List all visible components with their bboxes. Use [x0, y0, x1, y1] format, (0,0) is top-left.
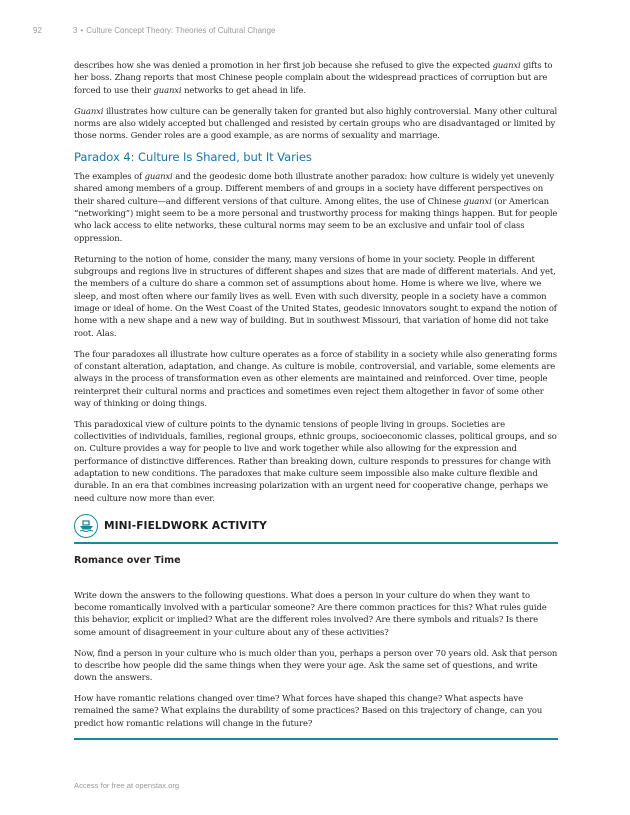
body-paragraph: Returning to the notion of home, consider the many, many versions of home in your society. People in different subgroups and regions live in structures of different shapes and sizes that are made of different materials. And yet, the members of a culture do share a common set of assumptions about home. Home is where we live, where we sleep, and most often where our family lives as well. Even with such diversity, people in a society have a common image or ideal of home. On the West Coast of the United States, geodesic innovators sought to expand the notion of home with a new shape and a new way of building. But in southwest Missouri, that variation of home did not take root. Alas. — [74, 253, 557, 338]
fieldwork-bottom-rule — [74, 738, 558, 740]
chapter-title: Culture Concept Theory: Theories of Cultural Change — [86, 26, 276, 35]
body-paragraph: describes how she was denied a promotion in her first job because she refused to give the expected guanxi gifts to her boss. Zhang reports that most Chinese people complain about the widespread practices of corruption but are forced to use their guanxi networks to get ahead in life. — [74, 60, 553, 95]
fieldwork-banner-title: MINI-FIELDWORK ACTIVITY — [104, 519, 267, 532]
page-number: 92 — [33, 26, 42, 35]
fieldwork-paragraph: How have romantic relations changed over time? What forces have shaped this change? What aspects have remained the same? What explains the durability of some practices? Based on this trajectory of change, can you predict how romantic relations will change in the future? — [74, 693, 543, 728]
body-paragraph: This paradoxical view of culture points to the dynamic tensions of people living in groups. Societies are collectivities of individuals, families, regional groups, ethnic groups, socioeconomic classes, political groups, and so on. Culture provides a way for people to live and work together while also allowing for the expression and performance of distinctive differences. Rather than breaking down, culture responds to pressures for change with adaptation to new conditions. The paradoxes that make culture seem impossible also make culture flexible and durable. In an era that combines increasing polarization with an urgent need for cooperative change, perhaps we need culture now more than ever. — [74, 418, 557, 503]
body-paragraph: The four paradoxes all illustrate how culture operates as a force of stability in a society while also generating forms of constant alteration, adaptation, and change. As culture is mobile, controversial, and variable, some elements are always in the process of transformation even as other elements are maintained and reinforced. Over time, people reinterpret their cultural norms and practices and sometimes even reject them altogether in favor of some other way of thinking or doing things. — [74, 348, 557, 408]
page-content — [74, 59, 558, 740]
activity-title: Romance over Time — [74, 554, 181, 566]
fieldwork-paragraph: Now, find a person in your culture who is much older than you, perhaps a person over 70 years old. Ask that person to describe how people did the same things when they were your age. Ask the same set of questions, and write down the answers. — [74, 647, 558, 683]
body-paragraph: The examples of guanxi and the geodesic dome both illustrate another paradox: how culture is widely yet unevenly shared among members of a group. Different members of and groups in a society have different perspectives on their shared culture—and different versions of that culture. Among elites, the use of Chinese guanxi (or American “networking”) might seem to be a more personal and trustworthy process for making things happen. But for people who lack access to elite networks, these cultural norms may seem to be an exclusive and unfair tool of class oppression. — [74, 171, 558, 243]
chapter-number: 3 — [73, 26, 78, 35]
boat-icon — [74, 514, 98, 538]
italic-term: guanxi — [153, 84, 182, 95]
italic-term: guanxi — [492, 60, 521, 70]
header-separator: • — [80, 26, 84, 35]
page-footer: Access for free at openstax.org — [74, 781, 180, 790]
fieldwork-banner — [74, 513, 558, 544]
italic-term: guanxi — [463, 195, 492, 206]
running-header — [33, 26, 590, 35]
italic-term: Guanxi — [74, 105, 104, 116]
section-heading: Paradox 4: Culture Is Shared, but It Varies — [74, 150, 312, 165]
body-paragraph: Guanxi illustrates how culture can be generally taken for granted but also highly controversial. Many other cultural norms are also widely accepted but challenged and resisted by certain groups who are disadvantaged or limited by those norms. Gender roles are a good example, as are norms of sexuality and marriage. — [74, 105, 558, 141]
fieldwork-paragraph: Write down the answers to the following questions. What does a person in your culture do when they want to become romantically involved with a particular someone? Are there common practices for this? What rules guide this behavior, explicit or implied? What are the different roles involved? Are there symbols and rituals? Is there some amount of disagreement in your culture about any of these activities? — [74, 589, 547, 637]
italic-term: guanxi — [144, 171, 173, 182]
